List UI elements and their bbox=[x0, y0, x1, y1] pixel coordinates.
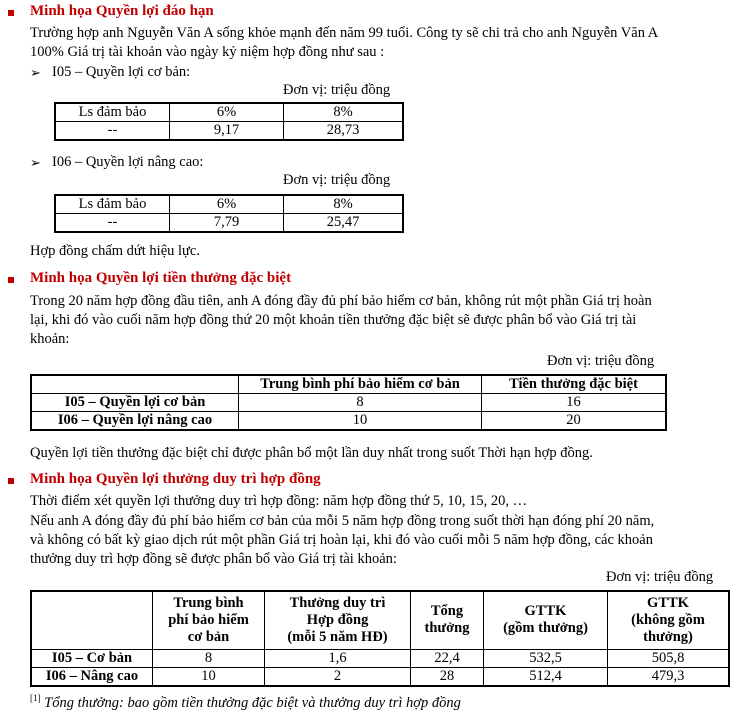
header-line: phí bảo hiểm bbox=[168, 611, 249, 628]
table-cell: 8 bbox=[239, 394, 482, 412]
row-label: I05 – Quyền lợi cơ bản bbox=[31, 394, 239, 412]
table-cell: 7,79 bbox=[170, 214, 284, 233]
paragraph: Hợp đồng chấm dứt hiệu lực. bbox=[30, 243, 200, 259]
table-header-cell: 6% bbox=[170, 195, 284, 214]
table-cell: -- bbox=[55, 214, 170, 233]
footnote-text: Tổng thưởng: bao gồm tiền thưởng đặc biệt và thưởng duy trì hợp đồng bbox=[40, 694, 461, 711]
table-header-cell bbox=[265, 591, 411, 649]
paragraph: Quyền lợi tiền thưởng đặc biệt chỉ được phân bổ một lần duy nhất trong suốt Thời hạn hợp đồng. bbox=[30, 445, 593, 461]
table-cell: 16 bbox=[482, 394, 667, 412]
i05-maturity-table bbox=[54, 102, 404, 141]
header-line: Hợp đồng bbox=[306, 611, 369, 628]
table-cell: 9,17 bbox=[170, 122, 284, 141]
table-header-cell: Trung bình phí bảo hiểm cơ bản bbox=[239, 375, 482, 394]
header-line: (mỗi 5 năm HĐ) bbox=[287, 628, 388, 645]
unit-label: Đơn vị: triệu đồng bbox=[606, 569, 714, 585]
section-bullet bbox=[8, 478, 14, 484]
table-header-cell: 6% bbox=[170, 103, 284, 122]
loyalty-bonus-table bbox=[30, 590, 730, 687]
paragraph: khoản: bbox=[30, 331, 70, 347]
header-line: (không gồm bbox=[631, 611, 705, 628]
table-header-cell bbox=[153, 591, 265, 649]
header-line: (gồm thưởng) bbox=[503, 620, 588, 637]
table-cell: 479,3 bbox=[608, 667, 730, 686]
section-bullet bbox=[8, 277, 14, 283]
table-cell: 25,47 bbox=[284, 214, 404, 233]
table-header-cell bbox=[484, 591, 608, 649]
table-header-cell: 8% bbox=[284, 103, 404, 122]
footnote-mark: [1] bbox=[30, 693, 41, 703]
table-cell: 505,8 bbox=[608, 649, 730, 667]
header-line: GTTK bbox=[647, 594, 689, 611]
section-heading-maturity: Minh họa Quyền lợi đáo hạn bbox=[30, 3, 214, 19]
i05-label: I05 – Quyền lợi cơ bản: bbox=[52, 64, 191, 80]
paragraph: Nếu anh A đóng đầy đủ phí bảo hiểm cơ bản của mỗi 5 năm hợp đồng trong suốt thời hạn đóng phí 20 năm, bbox=[30, 513, 655, 529]
table-header-cell: Ls đảm bảo bbox=[55, 103, 170, 122]
table-header-cell: Tiền thưởng đặc biệt bbox=[482, 375, 667, 394]
header-line: Tổng bbox=[430, 603, 464, 620]
table-cell: 10 bbox=[153, 667, 265, 686]
section-heading-special-bonus: Minh họa Quyền lợi tiền thưởng đặc biệt bbox=[30, 270, 292, 286]
table-cell: 20 bbox=[482, 412, 667, 431]
paragraph: và không có bất kỳ giao dịch rút một phần Giá trị hoàn lại, khi đó vào cuối mỗi 5 năm hợp đồng, các khoản bbox=[30, 532, 653, 548]
arrow-bullet-icon: ➢ bbox=[30, 155, 41, 170]
unit-label: Đơn vị: triệu đồng bbox=[547, 353, 655, 369]
table-cell: 10 bbox=[239, 412, 482, 431]
table-cell: 28,73 bbox=[284, 122, 404, 141]
table-cell: 8 bbox=[153, 649, 265, 667]
header-line: thưởng bbox=[424, 620, 470, 637]
row-label: I05 – Cơ bản bbox=[31, 649, 153, 667]
paragraph: thưởng duy trì hợp đồng sẽ được phân bổ vào Giá trị tài khoản: bbox=[30, 551, 397, 567]
special-bonus-table bbox=[30, 374, 667, 431]
i06-maturity-table bbox=[54, 194, 404, 233]
arrow-bullet-icon: ➢ bbox=[30, 65, 41, 80]
table-header-cell bbox=[411, 591, 484, 649]
table-header-cell: 8% bbox=[284, 195, 404, 214]
table-cell: 2 bbox=[265, 667, 411, 686]
paragraph: Trong 20 năm hợp đồng đầu tiên, anh A đóng đầy đủ phí bảo hiểm cơ bản, không rút một phần Giá trị hoàn bbox=[30, 293, 652, 309]
row-label: I06 – Quyền lợi nâng cao bbox=[31, 412, 239, 431]
table-header-cell bbox=[608, 591, 730, 649]
table-header-cell: Ls đảm bảo bbox=[55, 195, 170, 214]
paragraph: 100% Giá trị tài khoản vào ngày kỷ niệm hợp đồng như sau : bbox=[30, 44, 385, 60]
paragraph: Thời điểm xét quyền lợi thưởng duy trì hợp đồng: năm hợp đồng thứ 5, 10, 15, 20, … bbox=[30, 493, 528, 509]
empty-cell bbox=[31, 375, 239, 394]
table-cell: 22,4 bbox=[411, 649, 484, 667]
header-line: thưởng) bbox=[643, 628, 693, 645]
table-cell: 28 bbox=[411, 667, 484, 686]
empty-cell bbox=[31, 591, 153, 649]
footnote bbox=[30, 693, 461, 712]
header-line: GTTK bbox=[524, 603, 567, 620]
section-heading-loyalty-bonus: Minh họa Quyền lợi thưởng duy trì hợp đồng bbox=[30, 471, 321, 487]
unit-label: Đơn vị: triệu đồng bbox=[283, 82, 391, 98]
unit-label: Đơn vị: triệu đồng bbox=[283, 172, 391, 188]
table-cell: 1,6 bbox=[265, 649, 411, 667]
section-bullet bbox=[8, 10, 14, 16]
header-line: Thưởng duy trì bbox=[289, 594, 386, 611]
i06-label: I06 – Quyền lợi nâng cao: bbox=[52, 154, 204, 170]
paragraph: lại, khi đó vào cuối năm hợp đồng thứ 20 một khoản tiền thưởng đặc biệt sẽ được phân bổ vào Giá trị tài bbox=[30, 312, 637, 328]
table-cell: 532,5 bbox=[484, 649, 608, 667]
paragraph: Trường hợp anh Nguyễn Văn A sống khỏe mạnh đến năm 99 tuổi. Công ty sẽ chi trả cho anh Nguyễn Văn A bbox=[30, 25, 659, 41]
row-label: I06 – Nâng cao bbox=[31, 667, 153, 686]
table-cell: -- bbox=[55, 122, 170, 141]
header-line: cơ bản bbox=[187, 628, 230, 645]
header-line: Trung bình bbox=[173, 594, 244, 611]
table-cell: 512,4 bbox=[484, 667, 608, 686]
